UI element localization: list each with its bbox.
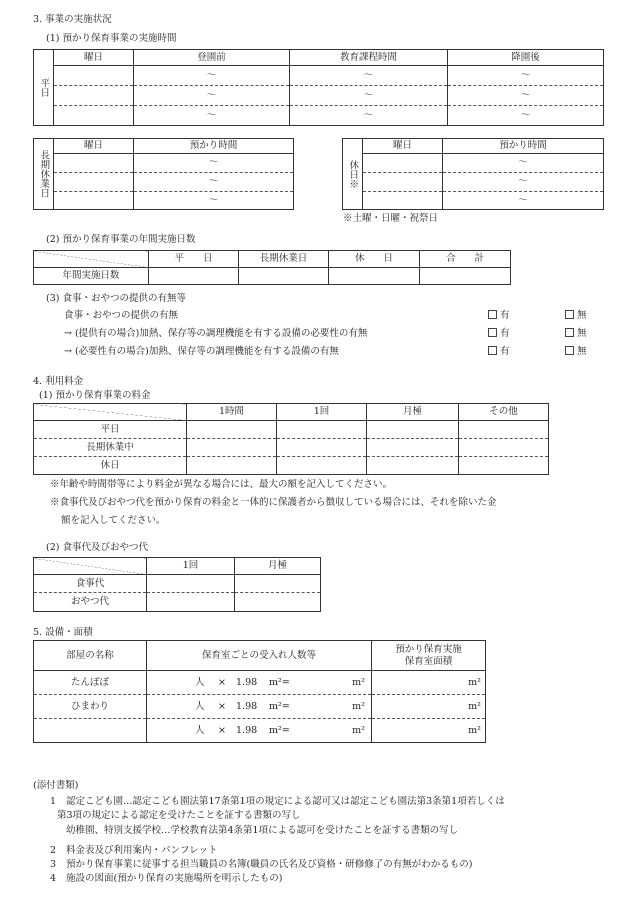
facility-table	[33, 640, 486, 743]
attachment-number: 1	[50, 796, 57, 807]
weekday-day-cell[interactable]	[54, 86, 134, 106]
col-header: 降園後	[448, 50, 604, 66]
weekday-label: 平日	[34, 50, 54, 126]
section4-sub1: (1) 預かり保育事業の料金	[39, 390, 151, 401]
row-label: 食事代	[34, 575, 147, 593]
attachment-number: 4	[50, 873, 57, 884]
row-label: 平日	[34, 421, 187, 439]
time-cell[interactable]: ～	[448, 66, 604, 86]
holiday-label: 休日※	[343, 139, 363, 210]
col-header: 合 計	[420, 251, 511, 268]
fee-table	[33, 403, 549, 475]
time-cell[interactable]: ～	[134, 66, 290, 86]
attachment-item-3: 預かり保育事業に従事する担当職員の名簿(職員の氏名及び資格・研修修了の有無がわかるもの)	[66, 859, 473, 870]
days-cell[interactable]	[329, 268, 420, 285]
checkbox[interactable]	[565, 310, 574, 319]
time-cell[interactable]: ～	[443, 173, 604, 192]
fee-note-2: ※食事代及びおやつ代を預かり保育の料金と一体的に保護者から徴収している場合には、それを除いた金	[50, 497, 497, 508]
long-day-cell[interactable]	[54, 154, 134, 173]
meal-fee-cell[interactable]	[147, 593, 235, 612]
room-name[interactable]	[34, 719, 147, 743]
col-header: 月極	[367, 404, 459, 421]
holiday-note: ※土曜・日曜・祝祭日	[343, 213, 439, 224]
fee-cell[interactable]	[367, 439, 459, 457]
yes-option[interactable]: 有	[488, 328, 510, 339]
no-option[interactable]: 無	[565, 310, 587, 321]
meal-fee-cell[interactable]	[147, 575, 235, 593]
fee-note-1: ※年齢や時間帯等により料金が異なる場合には、最大の額を記入してください。	[50, 479, 393, 490]
holiday-day-cell[interactable]	[363, 192, 443, 210]
col-header: 教育課程時間	[290, 50, 448, 66]
col-header: 曜日	[363, 139, 443, 154]
col-header: 保育室ごとの受入れ人数等	[147, 641, 372, 671]
section4-sub2: (2) 食事代及びおやつ代	[46, 542, 148, 553]
section3-sub2: (2) 預かり保育事業の年間実施日数	[46, 234, 196, 245]
checkbox[interactable]	[488, 328, 497, 337]
col-header: 月極	[235, 558, 321, 575]
col-header: 1時間	[187, 404, 277, 421]
meal-question: 食事・おやつの提供の有無	[64, 310, 179, 321]
time-cell[interactable]: ～	[134, 192, 294, 210]
weekday-day-cell[interactable]	[54, 106, 134, 126]
col-header: 部屋の名称	[34, 641, 147, 671]
col-header: 平 日	[149, 251, 239, 268]
section3-sub3: (3) 食事・おやつの提供の有無等	[46, 293, 186, 304]
row-label: 長期休業中	[34, 439, 187, 457]
time-cell[interactable]: ～	[448, 86, 604, 106]
checkbox[interactable]	[488, 346, 497, 355]
meal-question: → (必要性有の場合)加熱、保存等の調理機能を有する設備の有無	[64, 346, 339, 357]
room-name: ひまわり	[34, 695, 147, 719]
time-cell[interactable]: ～	[134, 86, 290, 106]
attachment-item-1: 認定こども園…認定こども園法第17条第1項の規定による認可又は認定こども園法第3条第1項若しくは	[66, 796, 505, 807]
fee-cell[interactable]	[277, 421, 367, 439]
col-header: 曜日	[54, 139, 134, 154]
section4-heading: 4. 利用料金	[33, 376, 84, 387]
days-cell[interactable]	[239, 268, 329, 285]
fee-cell[interactable]	[459, 421, 549, 439]
area-cell[interactable]: m²	[372, 719, 486, 743]
section5-heading: 5. 設備・面積	[33, 627, 93, 638]
row-label: 年間実施日数	[34, 268, 149, 285]
room-name: たんぽぽ	[34, 671, 147, 695]
col-header: 預かり時間	[443, 139, 604, 154]
yes-option[interactable]: 有	[488, 310, 510, 321]
long-day-cell[interactable]	[54, 192, 134, 210]
col-header: 休 日	[329, 251, 420, 268]
attachment-number: 3	[50, 859, 57, 870]
long-holiday-table	[33, 138, 294, 210]
col-header: 1回	[277, 404, 367, 421]
time-cell[interactable]: ～	[290, 66, 448, 86]
attachment-item-2: 料金表及び利用案内・パンフレット	[66, 845, 218, 856]
attachment-number: 2	[50, 845, 57, 856]
attachment-item-1-sub: 幼稚園、特別支援学校…学校教育法第4条第1項による認可を受けたことを証する書類の写し	[66, 825, 459, 836]
annual-days-table	[33, 250, 511, 285]
diagonal-cell	[34, 558, 147, 575]
days-cell[interactable]	[420, 268, 511, 285]
attachment-item-1-cont: 第3項の規定による認定を受けたことを証する書類の写し	[57, 810, 301, 821]
fee-cell[interactable]	[459, 457, 549, 475]
fee-cell[interactable]	[277, 457, 367, 475]
meal-fee-cell[interactable]	[235, 593, 321, 612]
fee-cell[interactable]	[367, 457, 459, 475]
fee-cell[interactable]	[187, 439, 277, 457]
fee-note-2-cont: 額を記入してください。	[61, 515, 166, 526]
time-cell[interactable]: ～	[290, 106, 448, 126]
no-option[interactable]: 無	[565, 328, 587, 339]
fee-cell[interactable]	[367, 421, 459, 439]
time-cell[interactable]: ～	[134, 173, 294, 192]
fee-cell[interactable]	[277, 439, 367, 457]
time-cell[interactable]: ～	[443, 192, 604, 210]
long-holiday-label: 長期休業日	[34, 139, 54, 210]
weekday-time-table	[33, 49, 604, 126]
days-cell[interactable]	[149, 268, 239, 285]
col-header: 預かり時間	[134, 139, 294, 154]
row-label: 休日	[34, 457, 187, 475]
time-cell[interactable]: ～	[134, 154, 294, 173]
area-cell[interactable]: m²	[372, 671, 486, 695]
attachments-heading: (添付書類)	[33, 780, 79, 791]
col-header: 曜日	[54, 50, 134, 66]
time-cell[interactable]: ～	[443, 154, 604, 173]
meal-fee-table	[33, 557, 321, 612]
holiday-day-cell[interactable]	[363, 173, 443, 192]
col-header: 預かり保育実施 保育室面積	[372, 641, 486, 671]
col-header: 登園前	[134, 50, 290, 66]
row-label: おやつ代	[34, 593, 147, 612]
capacity-cell[interactable]: 人 × 1.98 m²= m²	[147, 719, 372, 743]
meal-question: → (提供有の場合)加熱、保存等の調理機能を有する設備の必要性の有無	[64, 328, 368, 339]
fee-cell[interactable]	[187, 457, 277, 475]
holiday-table	[342, 138, 604, 210]
weekday-day-cell[interactable]	[54, 66, 134, 86]
checkbox[interactable]	[488, 310, 497, 319]
no-option[interactable]: 無	[565, 346, 587, 357]
col-header: 長期休業日	[239, 251, 329, 268]
holiday-day-cell[interactable]	[363, 154, 443, 173]
fee-cell[interactable]	[187, 421, 277, 439]
time-cell[interactable]: ～	[134, 106, 290, 126]
capacity-cell[interactable]: 人 × 1.98 m²= m²	[147, 671, 372, 695]
section3-heading: 3. 事業の実施状況	[33, 14, 112, 25]
meal-fee-cell[interactable]	[235, 575, 321, 593]
yes-option[interactable]: 有	[488, 346, 510, 357]
col-header: その他	[459, 404, 549, 421]
time-cell[interactable]: ～	[448, 106, 604, 126]
diagonal-cell	[34, 251, 149, 268]
area-cell[interactable]: m²	[372, 695, 486, 719]
section3-sub1: (1) 預かり保育事業の実施時間	[46, 33, 177, 44]
long-day-cell[interactable]	[54, 173, 134, 192]
checkbox[interactable]	[565, 346, 574, 355]
attachment-item-4: 施設の図面(預かり保育の実施場所を明示したもの)	[66, 873, 283, 884]
col-header: 1回	[147, 558, 235, 575]
fee-cell[interactable]	[459, 439, 549, 457]
capacity-cell[interactable]: 人 × 1.98 m²= m²	[147, 695, 372, 719]
diagonal-cell	[34, 404, 187, 421]
checkbox[interactable]	[565, 328, 574, 337]
time-cell[interactable]: ～	[290, 86, 448, 106]
